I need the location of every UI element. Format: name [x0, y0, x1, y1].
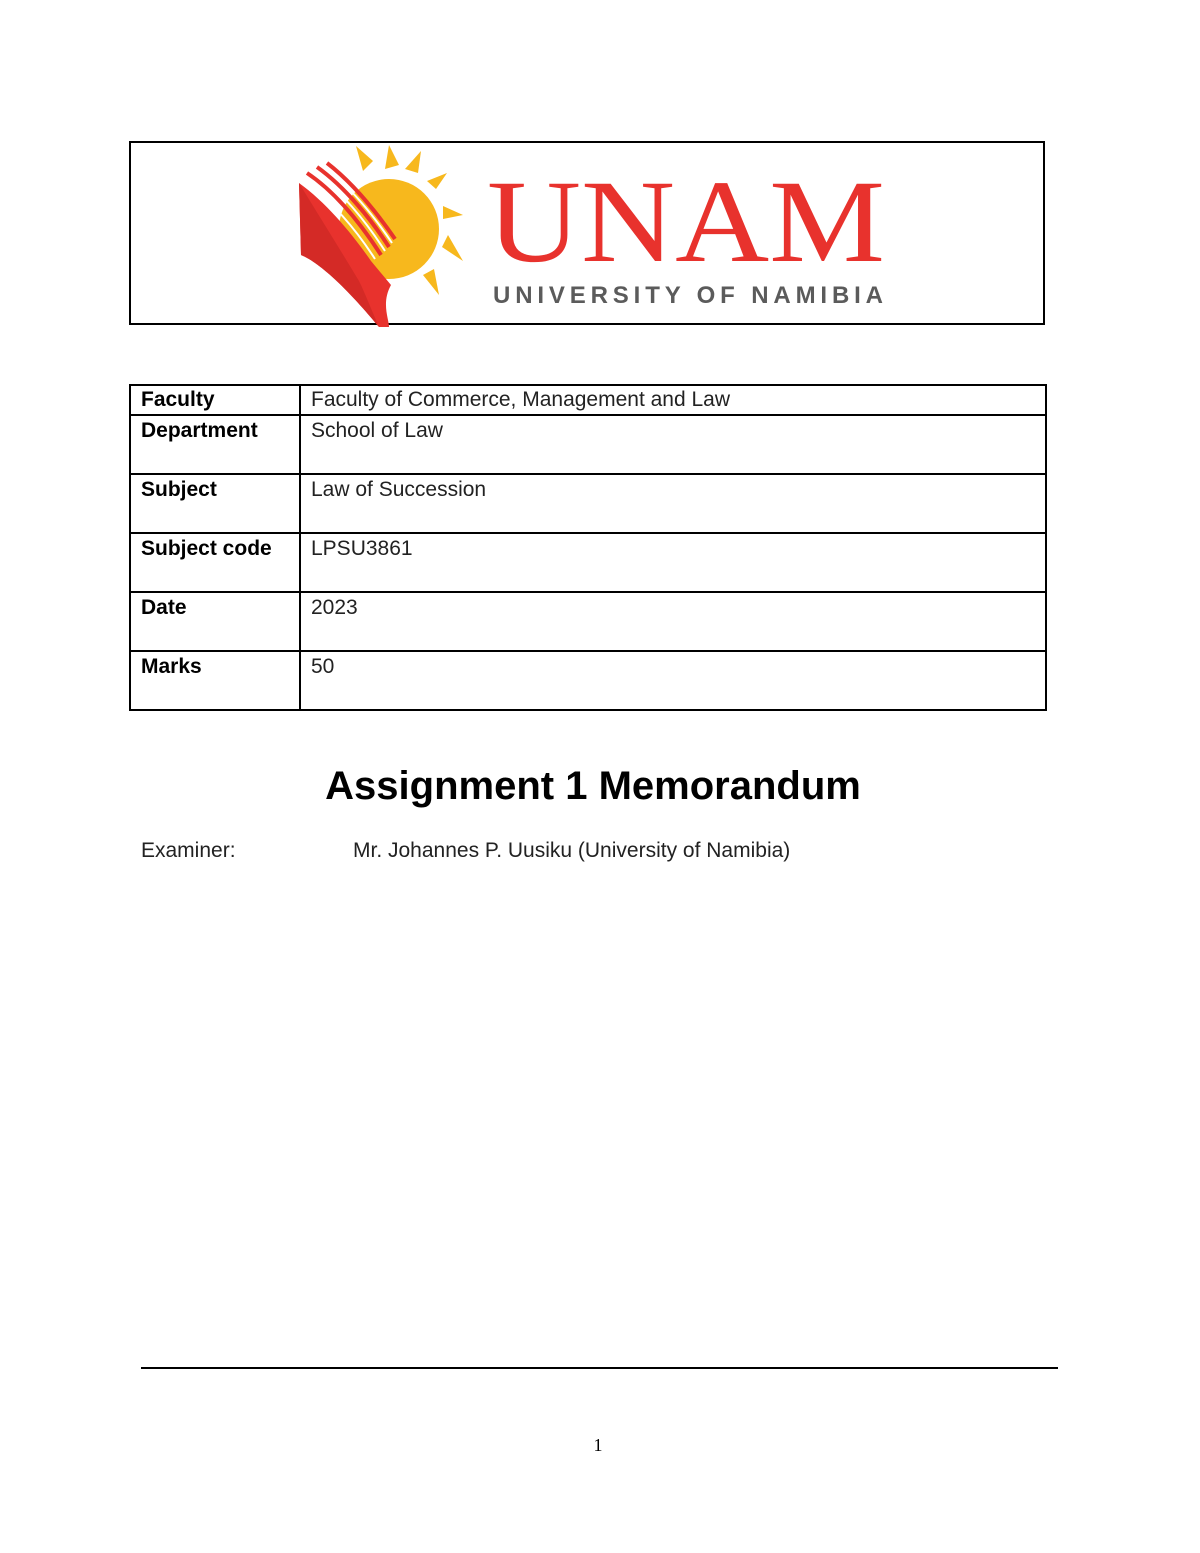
table-row	[130, 385, 1046, 415]
logo-tagline: UNIVERSITY OF NAMIBIA	[493, 282, 883, 309]
date-label: Date	[130, 592, 300, 651]
department-label: Department	[130, 415, 300, 474]
subject-value: Law of Succession	[300, 474, 1046, 533]
table-row	[130, 651, 1046, 710]
marks-label: Marks	[130, 651, 300, 710]
assignment-info-table	[129, 384, 1047, 711]
examiner-name: Mr. Johannes P. Uusiku (University of Namibia)	[353, 839, 791, 862]
table-row	[130, 474, 1046, 533]
marks-value: 50	[300, 651, 1046, 710]
table-row	[130, 592, 1046, 651]
faculty-value: Faculty of Commerce, Management and Law	[300, 385, 1046, 415]
examiner-label: Examiner:	[141, 839, 236, 862]
date-value: 2023	[300, 592, 1046, 651]
logo-wordmark: UNAM	[487, 156, 885, 287]
logo-header-box	[129, 141, 1045, 325]
unam-logo	[131, 143, 1047, 327]
subject-code-label: Subject code	[130, 533, 300, 592]
department-value: School of Law	[300, 415, 1046, 474]
table-row	[130, 415, 1046, 474]
subject-label: Subject	[130, 474, 300, 533]
subject-code-value: LPSU3861	[300, 533, 1046, 592]
table-row	[130, 533, 1046, 592]
page-number: 1	[593, 1435, 603, 1455]
book-and-sun-logo-icon	[299, 145, 463, 327]
footer-divider	[141, 1367, 1058, 1369]
document-title: Assignment 1 Memorandum	[325, 764, 861, 808]
faculty-label: Faculty	[130, 385, 300, 415]
